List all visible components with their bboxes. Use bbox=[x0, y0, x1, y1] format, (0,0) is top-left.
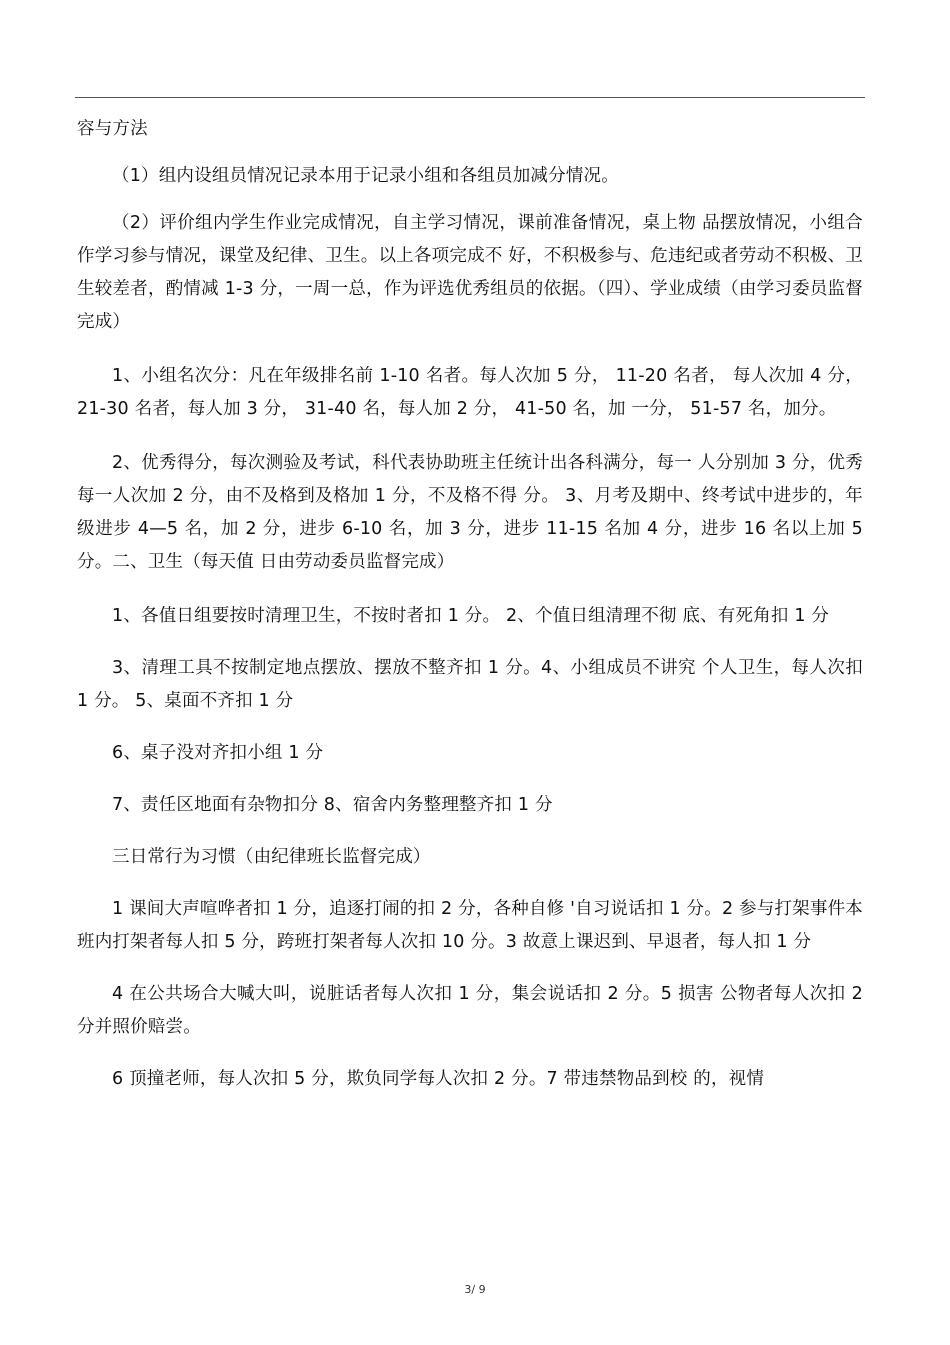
document-body bbox=[77, 113, 863, 1096]
paragraph-public-behavior: 4 在公共场合大喊大叫，说脏话者每人次扣 1 分，集会说话扣 2 分。5 损害 公物者每人次扣 2 分并照价赔尝。 bbox=[77, 984, 863, 1037]
section-heading-content-methods: 容与方法 bbox=[77, 119, 148, 139]
page-number: 3/ 9 bbox=[464, 1283, 486, 1296]
header-divider bbox=[75, 97, 865, 98]
paragraph-responsibility-area: 7、责任区地面有杂物扣分 8、宿舍内务整理整齐扣 1 分 bbox=[112, 795, 553, 815]
paragraph-group-ranking: 1、小组名次分：凡在年级排名前 1-10 名者。每人次加 5 分， 11-20 名者， 每人次加 4 分， 21-30 名者，每人加 3 分， 31-40 名，每人加 2 分， 41-50 名，加 一分， 51-57 名，加分。 bbox=[77, 366, 863, 419]
paragraph-record-book: （1）组内设组员情况记录本用于记录小组和各组员加减分情况。 bbox=[112, 166, 619, 186]
paragraph-excellence-score: 2、优秀得分，每次测验及考试，科代表协助班主任统计出各科满分，每一 人分别加 3 分，优秀每一人次加 2 分，由不及格到及格加 1 分，不及格不得 分。 3、月考及期中、终考试中进步的，年级进步 4—5 名，加 2 分，进步 6-10 名，加 3 分，进步 11-15 名加 4 分，进步 16 名以上加 5 分。二、卫生（每天值 日由劳动委员监督完成） bbox=[77, 453, 864, 572]
paragraph-duty-groups: 1、各值日组要按时清理卫生，不按时者扣 1 分。 2、个值日组清理不彻 底、有死角扣 1 分 bbox=[112, 606, 830, 626]
paragraph-noise-fighting: 1 课间大声喧哗者扣 1 分，追逐打闹的扣 2 分，各种自修 '自习说话扣 1 分。2 参与打架事件本班内打架者每人扣 5 分，跨班打架者每人次扣 10 分。3 故意上课迟到、早退者，每人扣 1 分 bbox=[77, 899, 863, 952]
paragraph-evaluation: （2）评价组内学生作业完成情况，自主学习情况，课前准备情况，桌上物 品摆放情况，小组合作学习参与情况，课堂及纪律、卫生。以上各项完成不 好，不积极参与、危违纪或者劳动不积极、卫生较差者，酌情减 1-3 分，一周一总，作为评选优秀组员的依据。（四）、学业成绩（由学习委员监督完成） bbox=[77, 213, 863, 332]
paragraph-desk-alignment: 6、桌子没对齐扣小组 1 分 bbox=[112, 743, 324, 763]
paragraph-cleaning-tools: 3、清理工具不按制定地点摆放、摆放不整齐扣 1 分。4、小组成员不讲究 个人卫生，每人次扣 1 分。 5、桌面不齐扣 1 分 bbox=[77, 658, 863, 711]
section-heading-daily-behavior: 三日常行为习惯（由纪律班长监督完成） bbox=[112, 847, 431, 867]
paragraph-teacher-respect: 6 顶撞老师，每人次扣 5 分，欺负同学每人次扣 2 分。7 带违禁物品到校 的，视情 bbox=[112, 1069, 765, 1089]
